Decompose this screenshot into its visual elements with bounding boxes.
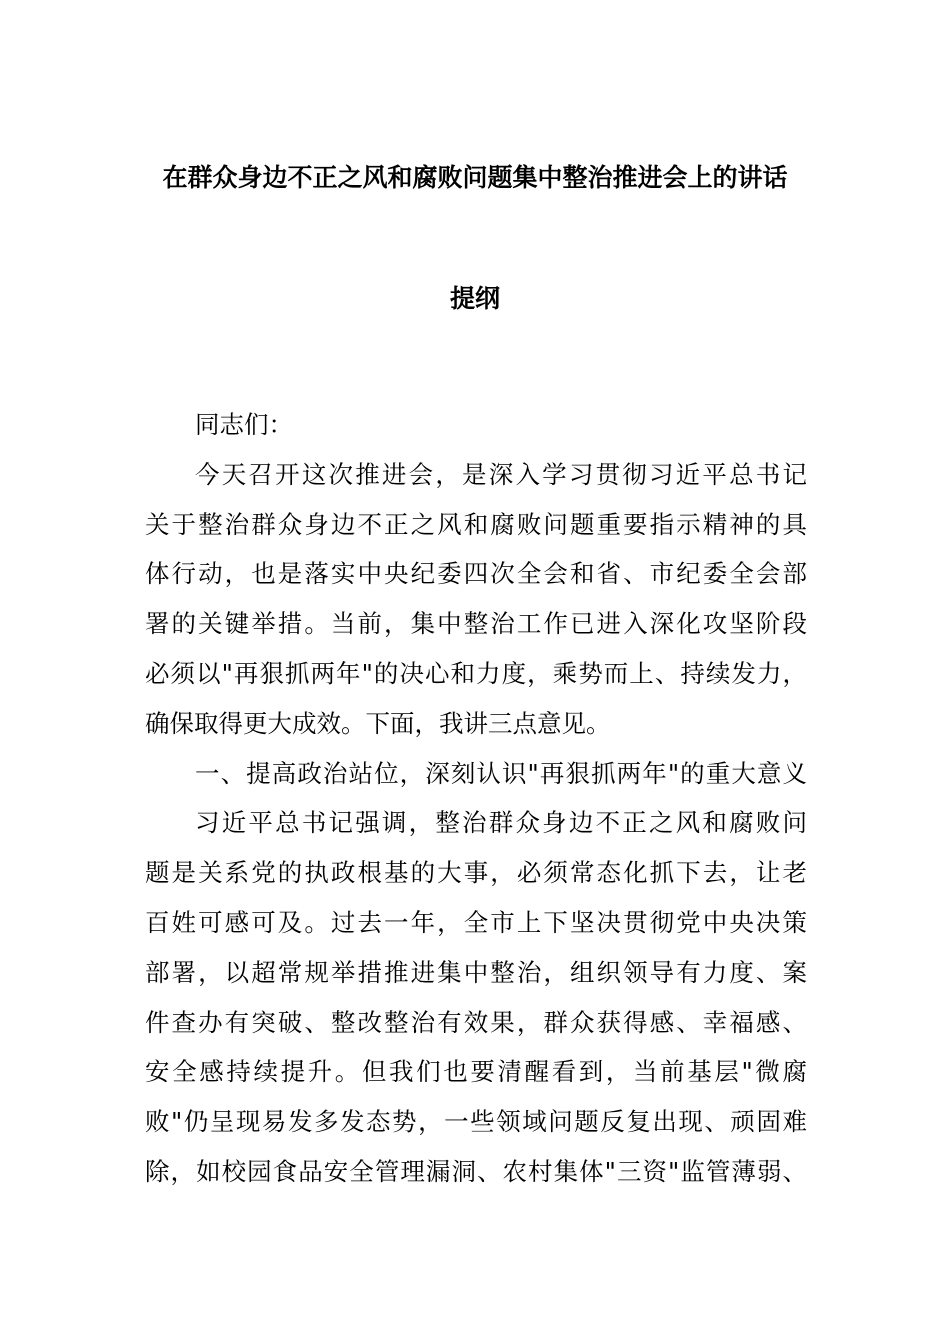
paragraph-line: 确保取得更大成效。下面，我讲三点意见。 — [145, 708, 611, 738]
paragraph-line: 败"仍呈现易发多发态势，一些领域问题反复出现、顽固难 — [145, 1107, 807, 1137]
paragraph-line: 部署，以超常规举措推进集中整治，组织领导有力度、案 — [145, 957, 807, 987]
paragraph-line: 题是关系党的执政根基的大事，必须常态化抓下去，让老 — [145, 858, 807, 888]
paragraph-line: 今天召开这次推进会，是深入学习贯彻习近平总书记 — [195, 459, 807, 489]
paragraph-line: 体行动，也是落实中央纪委四次全会和省、市纪委全会部 — [145, 559, 807, 589]
section-heading: 一、提高政治站位，深刻认识"再狠抓两年"的重大意义 — [195, 758, 807, 788]
paragraph-line: 习近平总书记强调，整治群众身边不正之风和腐败问 — [195, 808, 807, 838]
paragraph-line: 件查办有突破、整改整治有效果，群众获得感、幸福感、 — [145, 1007, 807, 1037]
paragraph-line: 关于整治群众身边不正之风和腐败问题重要指示精神的具 — [145, 509, 807, 539]
paragraph-line: 除，如校园食品安全管理漏洞、农村集体"三资"监管薄弱、 — [145, 1156, 807, 1186]
paragraph-line: 署的关键举措。当前，集中整治工作已进入深化攻坚阶段 — [145, 609, 807, 639]
document-subtitle: 提纲 — [449, 284, 500, 313]
paragraph-line: 百姓可感可及。过去一年，全市上下坚决贯彻党中央决策 — [145, 907, 807, 937]
document-body — [145, 400, 807, 1197]
document-title: 在群众身边不正之风和腐败问题集中整治推进会上的讲话 — [162, 163, 788, 192]
paragraph-line: 安全感持续提升。但我们也要清醒看到，当前基层"微腐 — [145, 1057, 807, 1087]
paragraph-line: 必须以"再狠抓两年"的决心和力度，乘势而上、持续发力， — [145, 658, 807, 688]
salutation: 同志们： — [195, 410, 293, 439]
